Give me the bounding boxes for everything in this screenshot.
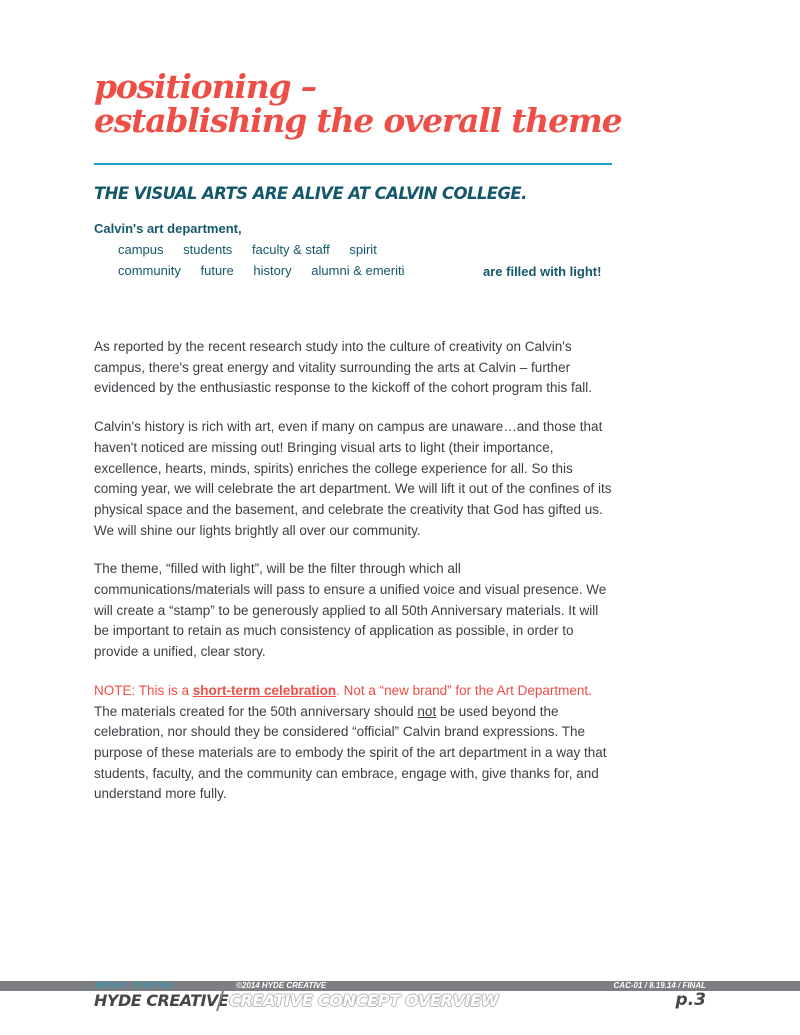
lead-item: community bbox=[118, 263, 181, 278]
lead-item: history bbox=[253, 263, 292, 278]
footer-copyright: ©2014 HYDE CREATIVE bbox=[236, 981, 327, 990]
lead-closing: are filled with light! bbox=[483, 264, 602, 279]
note-emphasis: short-term celebration bbox=[192, 682, 337, 698]
note-prefix: NOTE: This is a bbox=[94, 682, 193, 698]
lead-item: future bbox=[200, 263, 234, 278]
note-mid: . Not a “new brand” for the Art Department. bbox=[336, 682, 592, 698]
paragraph-research: As reported by the recent research study into the culture of creativity on Calvin's campus, there's great energy and vitality surrounding the arts at Calvin – further evidenced by the enthusiastic response to the kickoff of the cohort program this fall. bbox=[94, 339, 593, 396]
title-divider bbox=[94, 163, 612, 165]
lead-row-2 bbox=[118, 263, 420, 278]
title-line-2: establishing the overall theme bbox=[94, 101, 622, 140]
footer-doc-code: CAC-01 / 8.19.14 / FINAL bbox=[613, 981, 706, 990]
paragraph-note bbox=[94, 681, 612, 805]
lead-row-1 bbox=[118, 242, 393, 257]
lead-item: campus bbox=[118, 242, 164, 257]
paragraph-theme: The theme, “filled with light”, will be the filter through which all communications/materials will pass to ensure a unified voice and visual presence. We will create a “stamp” to be generously applied to all 50th Anniversary materials. It will be important to retain as much consistency of application as possible, in order to provide a unified, clear story. bbox=[94, 561, 607, 660]
note-text-a: The materials created for the 50th anniversary should bbox=[94, 703, 418, 719]
section-subheading: THE VISUAL ARTS ARE ALIVE AT CALVIN COLLEGE. bbox=[94, 184, 527, 203]
lead-label: Calvin's art department, bbox=[94, 221, 242, 236]
lead-item: alumni & emeriti bbox=[311, 263, 405, 278]
note-not-word: not bbox=[417, 703, 437, 719]
paragraph-history: Calvin's history is rich with art, even if many on campus are unaware…and those that haven't noticed are missing out! Bringing visual arts to light (their importance, excellence, hearts, minds, spirits) enriches the college experience for all. So this coming year, we will celebrate the art department. We will lift it out of the confines of its physical space and the basement, and celebrate the creativity that God has gifted us. We will shine our lights brightly all over our community. bbox=[94, 419, 612, 538]
body-copy bbox=[94, 337, 612, 823]
page-title bbox=[94, 67, 654, 140]
page-number: p.3 bbox=[675, 990, 706, 1010]
footer-slash-divider bbox=[214, 980, 228, 1012]
lead-block bbox=[94, 221, 602, 279]
footer-tagline: BRIGHT, CREATIVE bbox=[95, 981, 173, 990]
lead-item: students bbox=[183, 242, 233, 257]
footer-doc-title: CREATIVE CONCEPT OVERVIEW bbox=[229, 991, 499, 1010]
lead-item: spirit bbox=[349, 242, 377, 257]
note-text-b: be used beyond the celebration, nor should they be considered “official” Calvin brand expressions. The purpose of these materials are to embody the spirit of the art department in a way that students, faculty, and the community can embrace, engage with, give thanks for, and understand more fully. bbox=[94, 703, 607, 802]
lead-item: faculty & staff bbox=[251, 242, 330, 257]
title-line-1: positioning – bbox=[94, 67, 316, 106]
footer-brand: HYDE CREATIVE bbox=[94, 991, 229, 1010]
